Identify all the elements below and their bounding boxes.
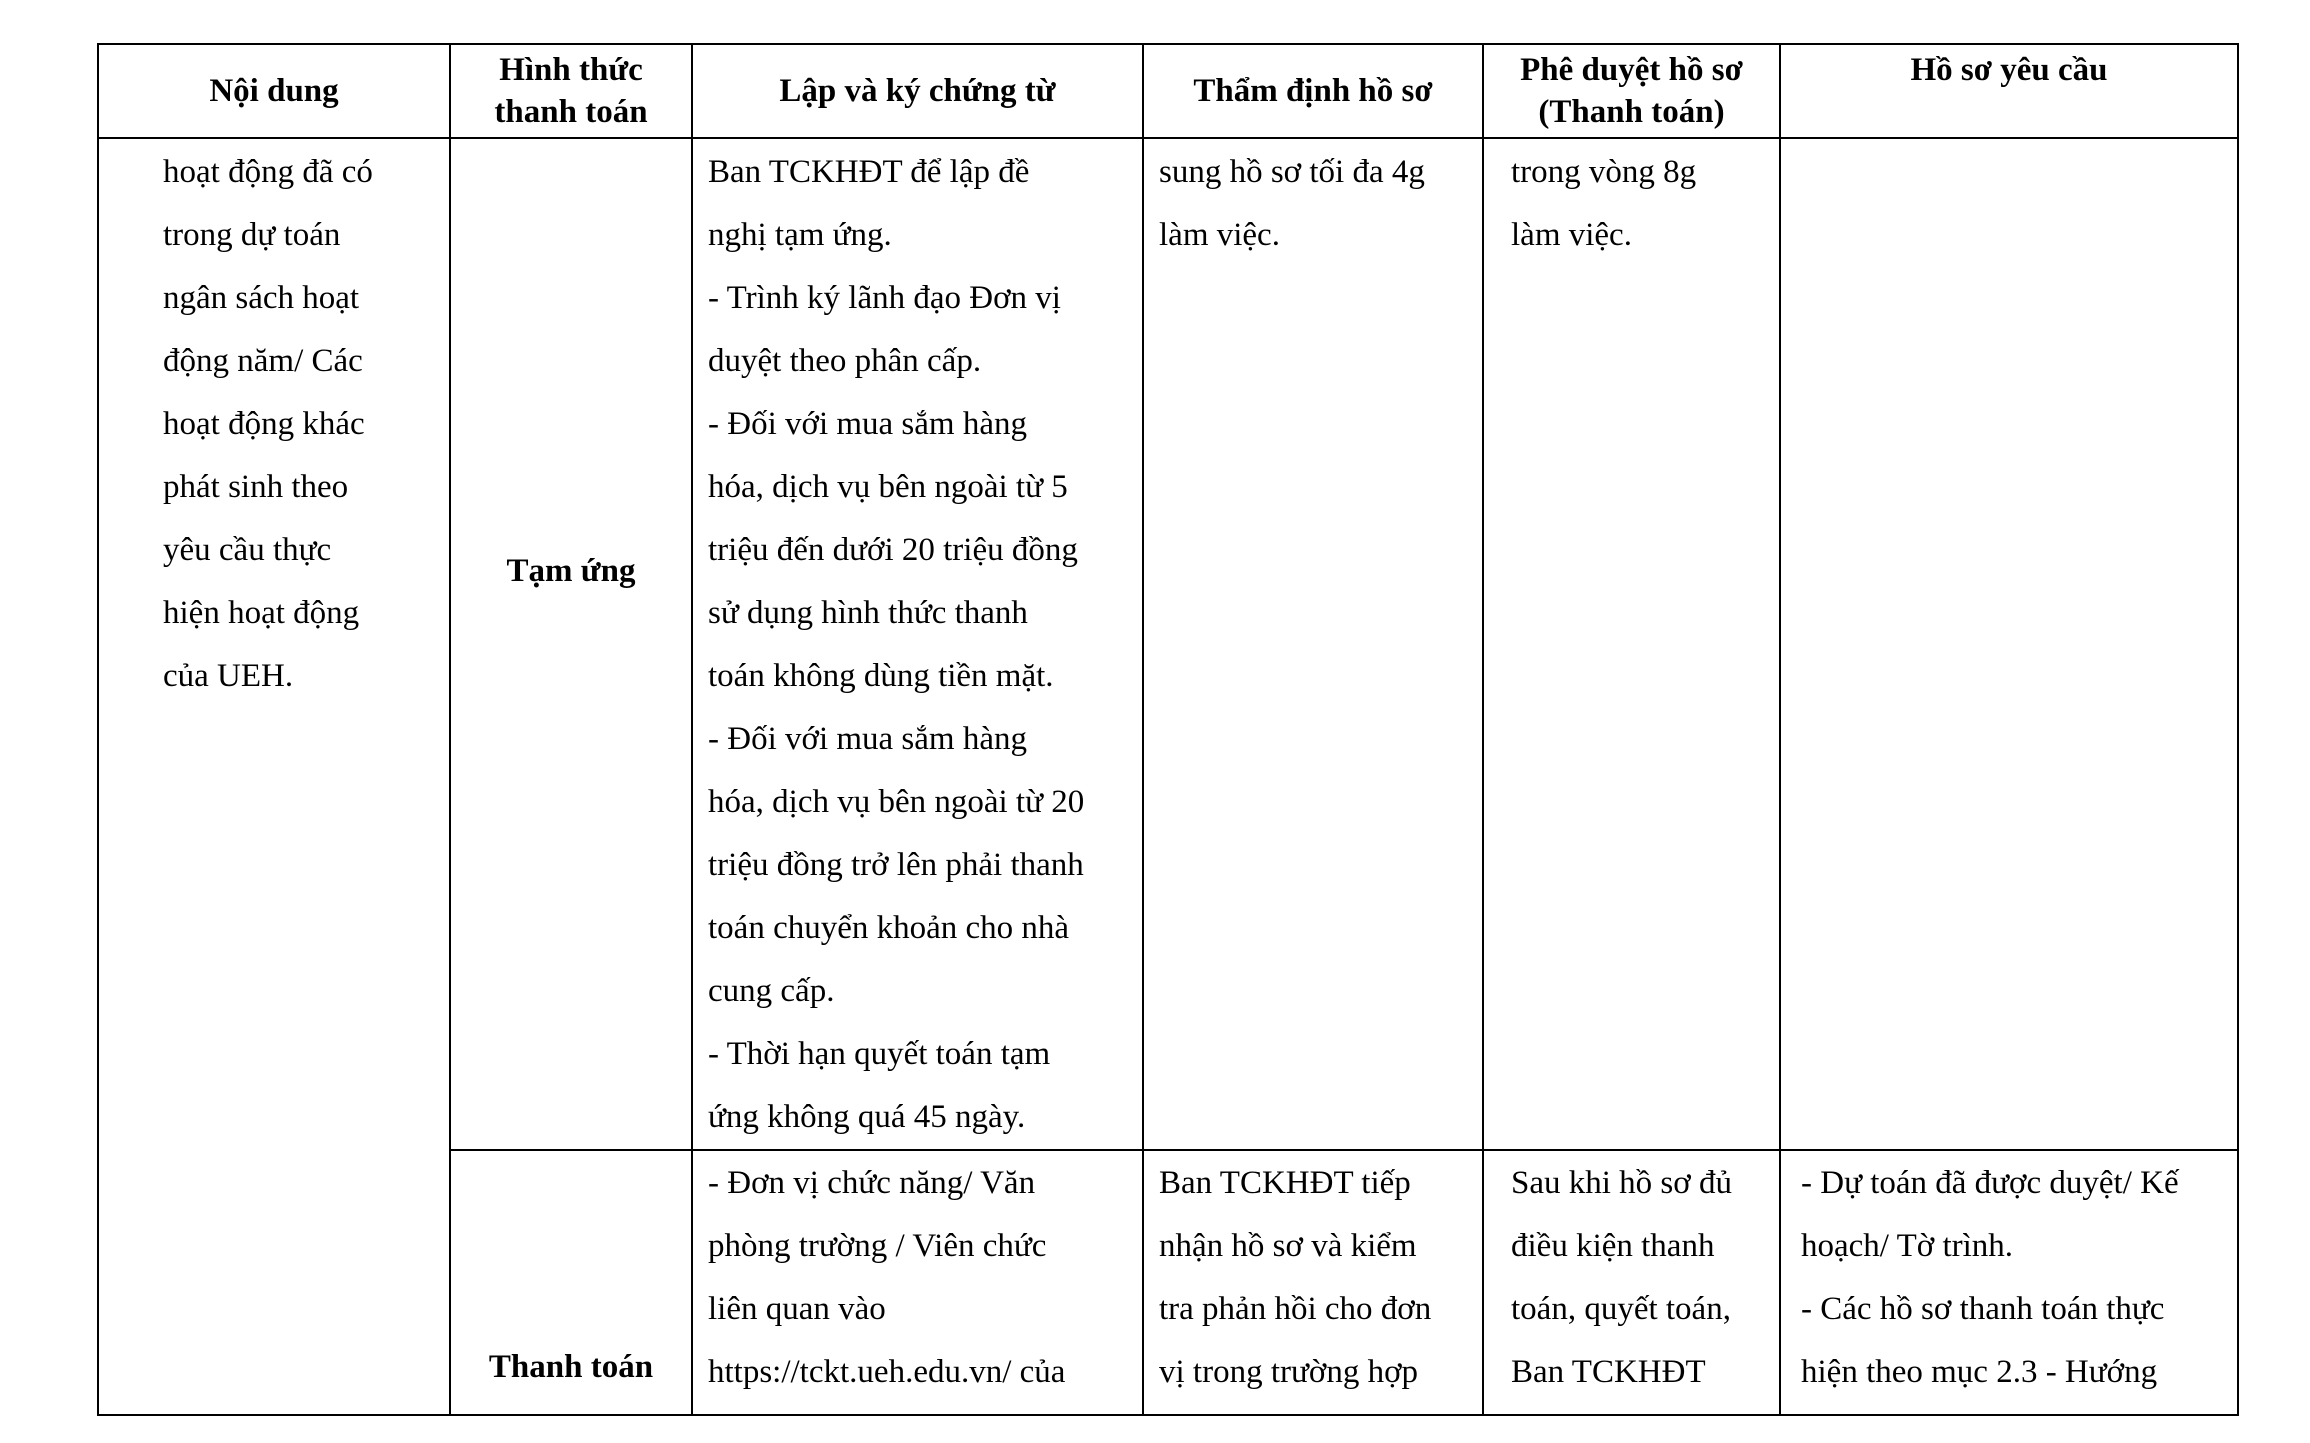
approval-cell bbox=[1483, 138, 1780, 1150]
appraisal-cell bbox=[1143, 1150, 1483, 1415]
header-required-docs bbox=[1780, 44, 2238, 138]
header-content-label: Nội dung bbox=[209, 73, 339, 109]
payment-method-label: Tạm ứng bbox=[506, 553, 636, 589]
table-row bbox=[98, 138, 2238, 1150]
payment-method-label: Thanh toán bbox=[488, 1349, 654, 1385]
table-header-row bbox=[98, 44, 2238, 138]
appraisal-text: Ban TCKHĐT tiếp nhận hồ sơ và kiểm tra phản hồi cho đơn vị trong trường hợp bbox=[1159, 1165, 1432, 1390]
content-cell bbox=[98, 138, 450, 1415]
payment-method-cell bbox=[450, 1150, 692, 1415]
header-approval bbox=[1483, 44, 1780, 138]
prepare-sign-cell bbox=[692, 138, 1143, 1150]
prepare-sign-cell bbox=[692, 1150, 1143, 1415]
approval-text: Sau khi hồ sơ đủ điều kiện thanh toán, quyết toán, Ban TCKHĐT bbox=[1511, 1165, 1732, 1390]
header-approval-label: Phê duyệt hồ sơ (Thanh toán) bbox=[1520, 52, 1743, 130]
header-appraisal bbox=[1143, 44, 1483, 138]
header-payment-method bbox=[450, 44, 692, 138]
required-docs-cell bbox=[1780, 1150, 2238, 1415]
prepare-sign-text: - Đơn vị chức năng/ Văn phòng trường / Viên chức liên quan vào https://tckt.ueh.edu.vn/ của bbox=[708, 1165, 1066, 1390]
payment-procedure-table bbox=[97, 43, 2239, 1416]
approval-cell bbox=[1483, 1150, 1780, 1415]
header-required-docs-label: Hồ sơ yêu cầu bbox=[1910, 52, 2108, 88]
approval-text: trong vòng 8g làm việc. bbox=[1511, 154, 1697, 253]
required-docs-text: - Dự toán đã được duyệt/ Kế hoạch/ Tờ trình. - Các hồ sơ thanh toán thực hiện theo mục 2.3 - Hướng bbox=[1801, 1165, 2179, 1390]
header-prepare-sign-label: Lập và ký chứng từ bbox=[779, 73, 1056, 109]
required-docs-cell bbox=[1780, 138, 2238, 1150]
header-prepare-sign bbox=[692, 44, 1143, 138]
appraisal-cell bbox=[1143, 138, 1483, 1150]
header-payment-method-label: Hình thức thanh toán bbox=[494, 52, 648, 130]
payment-method-cell bbox=[450, 138, 692, 1150]
header-content bbox=[98, 44, 450, 138]
content-cell-text: hoạt động đã có trong dự toán ngân sách hoạt động năm/ Các hoạt động khác phát sinh theo yêu cầu thực hiện hoạt động của UEH. bbox=[163, 154, 373, 694]
header-appraisal-label: Thẩm định hồ sơ bbox=[1193, 73, 1433, 109]
appraisal-text: sung hồ sơ tối đa 4g làm việc. bbox=[1159, 154, 1425, 253]
prepare-sign-text: Ban TCKHĐT để lập đề nghị tạm ứng. - Trình ký lãnh đạo Đơn vị duyệt theo phân cấp. - Đối với mua sắm hàng hóa, dịch vụ bên ngoài từ 5 triệu đến dưới 20 triệu đồng sử dụng hình thức thanh toán không dùng tiền mặt. - Đối với mua sắm hàng hóa, dịch vụ bên ngoài từ 20 triệu đồng trở lên phải thanh toán chuyển khoản cho nhà cung cấp. - Thời hạn quyết toán tạm ứng không quá 45 ngày. bbox=[708, 154, 1085, 1135]
